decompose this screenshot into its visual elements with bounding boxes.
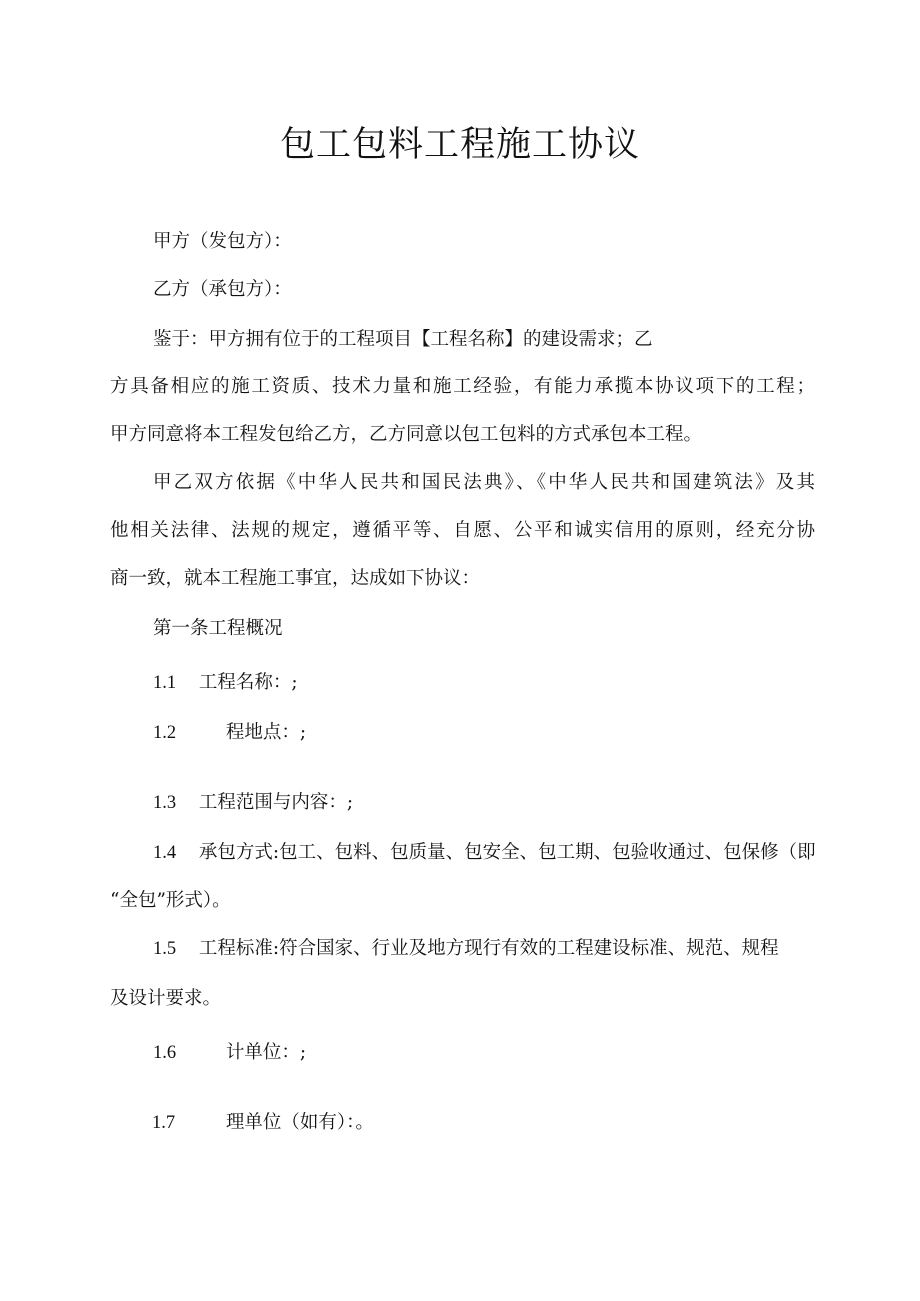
basis-line-3: 商一致，就本工程施工事宜，达成如下协议： bbox=[110, 568, 481, 589]
clause-number: 1.7 bbox=[152, 1113, 176, 1133]
clause-1-2 bbox=[153, 718, 815, 748]
clause-1-7 bbox=[152, 1108, 815, 1138]
clause-text: 程地点：; bbox=[225, 722, 307, 743]
whereas-line-3: 甲方同意将本工程发包给乙方，乙方同意以包工包料的方式承包本工程。 bbox=[110, 424, 703, 445]
article-1-heading: 第一条工程概况 bbox=[153, 618, 283, 639]
clause-number: 1.1 bbox=[153, 673, 177, 693]
clause-number: 1.4 bbox=[153, 843, 177, 863]
clause-1-1 bbox=[153, 668, 815, 698]
clause-text: 计单位：; bbox=[225, 1042, 307, 1063]
document-title: 包工包料工程施工协议 bbox=[279, 125, 640, 165]
whereas-line-1: 鉴于：甲方拥有位于的工程项目【工程名称】的建设需求；乙 bbox=[153, 329, 653, 350]
clause-1-6 bbox=[153, 1038, 815, 1068]
clause-text: 工程名称：; bbox=[198, 672, 298, 693]
clause-text: 工程标准:符合国家、行业及地方现行有效的工程建设标准、规范、规程 bbox=[198, 938, 779, 959]
clause-text: 理单位（如有）：。 bbox=[225, 1112, 374, 1133]
clause-1-5 bbox=[153, 934, 815, 964]
clause-number: 1.5 bbox=[153, 939, 177, 959]
clause-text: 承包方式:包工、包料、包质量、包安全、包工期、包验收通过、包保修（即 bbox=[198, 842, 816, 863]
clause-1-3 bbox=[153, 788, 815, 818]
clause-1-4 bbox=[153, 838, 815, 868]
basis-line-2: 他相关法律、法规的规定，遵循平等、自愿、公平和诚实信用的原则，经充分协 bbox=[110, 520, 815, 541]
clause-number: 1.2 bbox=[153, 723, 177, 743]
clause-1-4-continuation: “全包”形式）。 bbox=[110, 890, 231, 911]
clause-number: 1.6 bbox=[153, 1043, 177, 1063]
clause-number: 1.3 bbox=[153, 793, 177, 813]
basis-line-1: 甲乙双方依据《中华人民共和国民法典》、《中华人民共和国建筑法》及其 bbox=[153, 472, 815, 493]
clause-1-5-continuation: 及设计要求。 bbox=[110, 988, 222, 1009]
party-b-line: 乙方（承包方）： bbox=[153, 279, 292, 300]
clause-text: 工程范围与内容：; bbox=[198, 792, 354, 813]
whereas-line-2: 方具备相应的施工资质、技术力量和施工经验，有能力承揽本协议项下的工程； bbox=[110, 376, 815, 397]
party-a-line: 甲方（发包方）： bbox=[153, 231, 292, 252]
